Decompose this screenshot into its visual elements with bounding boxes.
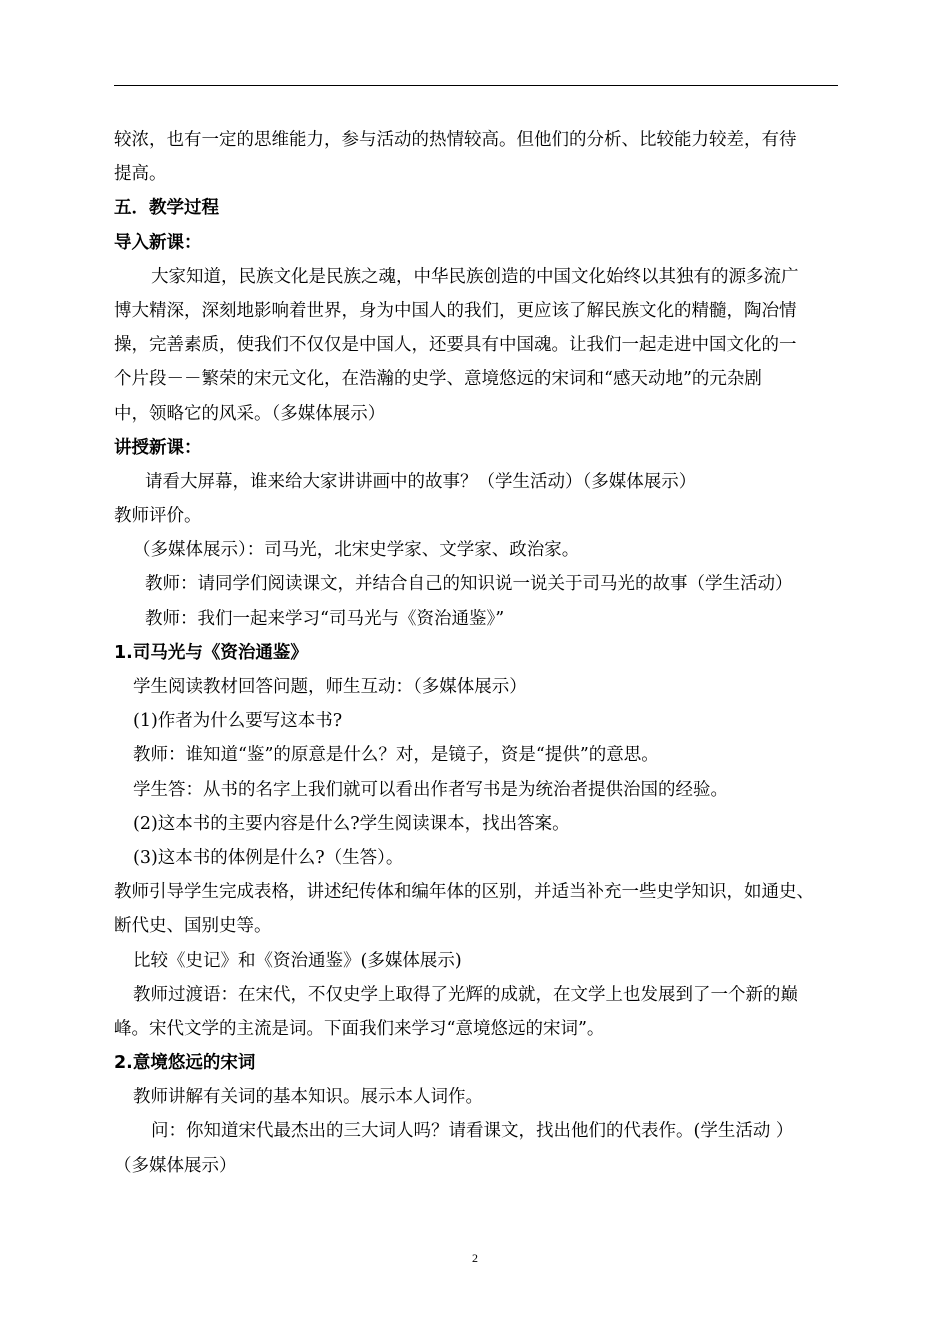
text-line: 个片段－－繁荣的宋元文化，在浩瀚的史学、意境悠远的宋词和“感天动地”的元杂剧 [114, 369, 762, 390]
text-line: 教师评价。 [114, 506, 202, 527]
section-heading: 2.意境悠远的宋词 [114, 1053, 256, 1074]
text-line: 提高。 [114, 164, 167, 185]
text-line: (2)这本书的主要内容是什么?学生阅读课本，找出答案。 [133, 813, 570, 834]
text-line: 教师：请同学们阅读课文，并结合自己的知识说一说关于司马光的故事（学生活动） [145, 574, 793, 595]
text-line: (3)这本书的体例是什么?（生答）。 [133, 847, 404, 868]
text-line: 博大精深，深刻地影响着世界，身为中国人的我们，更应该了解民族文化的精髓，陶冶情 [114, 300, 797, 321]
text-line: 操，完善素质，使我们不仅仅是中国人，还要具有中国魂。让我们一起走进中国文化的一 [114, 335, 797, 356]
section-heading: 五．教学过程 [114, 198, 219, 219]
text-line: 教师过渡语：在宋代，不仅史学上取得了光辉的成就，在文学上也发展到了一个新的巅 [133, 984, 798, 1005]
text-line: 请看大屏幕，谁来给大家讲讲画中的故事？（学生活动）（多媒体展示） [145, 471, 697, 492]
text-line: 较浓，也有一定的思维能力，参与活动的热情较高。但他们的分析、比较能力较差，有待 [114, 130, 797, 150]
document-body [114, 123, 844, 1183]
text-line: 峰。宋代文学的主流是词。下面我们来学习“意境悠远的宋词”。 [114, 1018, 605, 1039]
text-line: 断代史、国别史等。 [114, 916, 272, 937]
text-line: 中，领略它的风采。（多媒体展示） [114, 403, 386, 424]
text-line: 教师：谁知道“鉴”的原意是什么？对，是镜子，资是“提供”的意思。 [133, 745, 659, 766]
text-line: 问：你知道宋代最杰出的三大词人吗？请看课文，找出他们的代表作。(学生活动 ） [151, 1121, 794, 1142]
text-line: 教师引导学生完成表格，讲述纪传体和编年体的区别，并适当补充一些史学知识，如通史、 [114, 882, 814, 903]
text-line: 教师讲解有关词的基本知识。展示本人词作。 [133, 1087, 483, 1108]
section-heading: 1.司马光与《资治通鉴》 [114, 642, 308, 663]
text-line: 大家知道，民族文化是民族之魂，中华民族创造的中国文化始终以其独有的源多流广 [151, 266, 799, 287]
text-line: 学生答：从书的名字上我们就可以看出作者写书是为统治者提供治国的经验。 [133, 779, 728, 800]
header-rule [114, 85, 838, 86]
text-line: 教师：我们一起来学习“司马光与《资治通鉴》” [145, 608, 505, 629]
text-line: 学生阅读教材回答问题，师生互动：（多媒体展示） [133, 677, 527, 697]
section-heading: 导入新课： [114, 232, 202, 253]
text-line: (1)作者为什么要写这本书? [133, 711, 343, 732]
text-line: 比较《史记》和《资治通鉴》(多媒体展示) [133, 950, 462, 971]
text-line: （多媒体展示）：司马光，北宋史学家、文学家、政治家。 [133, 540, 580, 561]
text-line: （多媒体展示） [114, 1155, 237, 1176]
section-heading: 讲授新课： [114, 437, 202, 458]
page-number: 2 [472, 1251, 478, 1265]
